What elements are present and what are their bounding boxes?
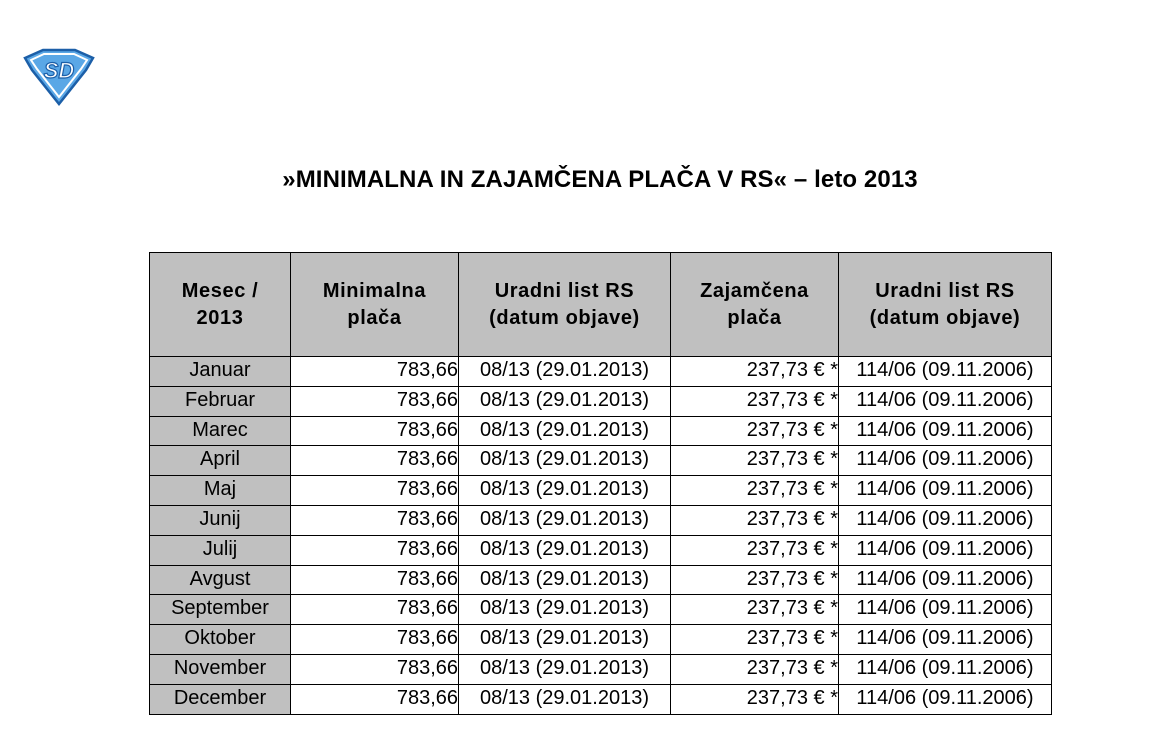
month-cell: Maj [150,476,291,506]
month-cell: Avgust [150,565,291,595]
month-cell: Februar [150,386,291,416]
guaranteed-wage-cell: 237,73 € * [671,684,839,714]
page-title: »MINIMALNA IN ZAJAMČENA PLAČA V RS« – leto 2013 [282,166,918,193]
table-row [150,625,1052,655]
table-row [150,684,1052,714]
guar-ref-cell: 114/06 (09.11.2006) [839,416,1052,446]
table-row [150,535,1052,565]
table-row [150,476,1052,506]
guaranteed-wage-cell: 237,73 € * [671,357,839,387]
guar-ref-cell: 114/06 (09.11.2006) [839,446,1052,476]
guaranteed-wage-cell: 237,73 € * [671,416,839,446]
guaranteed-wage-cell: 237,73 € * [671,505,839,535]
guaranteed-wage-cell: 237,73 € * [671,565,839,595]
guaranteed-wage-cell: 237,73 € * [671,476,839,506]
guaranteed-wage-cell: 237,73 € * [671,386,839,416]
wage-table [149,252,1052,715]
min-wage-cell: 783,66 [291,684,459,714]
guaranteed-wage-cell: 237,73 € * [671,625,839,655]
table-row [150,595,1052,625]
min-ref-cell: 08/13 (29.01.2013) [459,446,671,476]
min-ref-cell: 08/13 (29.01.2013) [459,595,671,625]
header-guaranteed-wage: Zajamčena plača [671,253,839,357]
guaranteed-wage-cell: 237,73 € * [671,654,839,684]
table-row [150,446,1052,476]
guaranteed-wage-cell: 237,73 € * [671,535,839,565]
min-ref-cell: 08/13 (29.01.2013) [459,654,671,684]
min-wage-cell: 783,66 [291,654,459,684]
min-ref-cell: 08/13 (29.01.2013) [459,565,671,595]
header-month: Mesec / 2013 [150,253,291,357]
min-ref-cell: 08/13 (29.01.2013) [459,476,671,506]
header-guar-ref: Uradni list RS (datum objave) [839,253,1052,357]
guar-ref-cell: 114/06 (09.11.2006) [839,565,1052,595]
guar-ref-cell: 114/06 (09.11.2006) [839,654,1052,684]
guar-ref-cell: 114/06 (09.11.2006) [839,535,1052,565]
month-cell: Oktober [150,625,291,655]
min-wage-cell: 783,66 [291,535,459,565]
logo [22,48,96,106]
min-ref-cell: 08/13 (29.01.2013) [459,535,671,565]
min-wage-cell: 783,66 [291,505,459,535]
sd-shield-logo-icon [22,48,96,106]
header-min-ref: Uradni list RS (datum objave) [459,253,671,357]
month-cell: November [150,654,291,684]
guar-ref-cell: 114/06 (09.11.2006) [839,595,1052,625]
min-wage-cell: 783,66 [291,446,459,476]
month-cell: April [150,446,291,476]
month-cell: Junij [150,505,291,535]
min-wage-cell: 783,66 [291,386,459,416]
table-row [150,416,1052,446]
month-cell: Julij [150,535,291,565]
min-ref-cell: 08/13 (29.01.2013) [459,625,671,655]
table-row [150,386,1052,416]
month-cell: Januar [150,357,291,387]
min-ref-cell: 08/13 (29.01.2013) [459,684,671,714]
guar-ref-cell: 114/06 (09.11.2006) [839,357,1052,387]
logo-text: SD [43,58,75,83]
guar-ref-cell: 114/06 (09.11.2006) [839,476,1052,506]
min-ref-cell: 08/13 (29.01.2013) [459,416,671,446]
guar-ref-cell: 114/06 (09.11.2006) [839,386,1052,416]
guaranteed-wage-cell: 237,73 € * [671,595,839,625]
guaranteed-wage-cell: 237,73 € * [671,446,839,476]
month-cell: December [150,684,291,714]
guar-ref-cell: 114/06 (09.11.2006) [839,625,1052,655]
guar-ref-cell: 114/06 (09.11.2006) [839,505,1052,535]
min-ref-cell: 08/13 (29.01.2013) [459,505,671,535]
month-cell: Marec [150,416,291,446]
guar-ref-cell: 114/06 (09.11.2006) [839,684,1052,714]
min-wage-cell: 783,66 [291,595,459,625]
table-row [150,654,1052,684]
min-wage-cell: 783,66 [291,476,459,506]
table-row [150,357,1052,387]
table-header-row [150,253,1052,357]
header-min-wage: Minimalna plača [291,253,459,357]
min-wage-cell: 783,66 [291,625,459,655]
min-ref-cell: 08/13 (29.01.2013) [459,386,671,416]
min-wage-cell: 783,66 [291,357,459,387]
table-row [150,505,1052,535]
min-wage-cell: 783,66 [291,565,459,595]
min-ref-cell: 08/13 (29.01.2013) [459,357,671,387]
month-cell: September [150,595,291,625]
table-row [150,565,1052,595]
min-wage-cell: 783,66 [291,416,459,446]
